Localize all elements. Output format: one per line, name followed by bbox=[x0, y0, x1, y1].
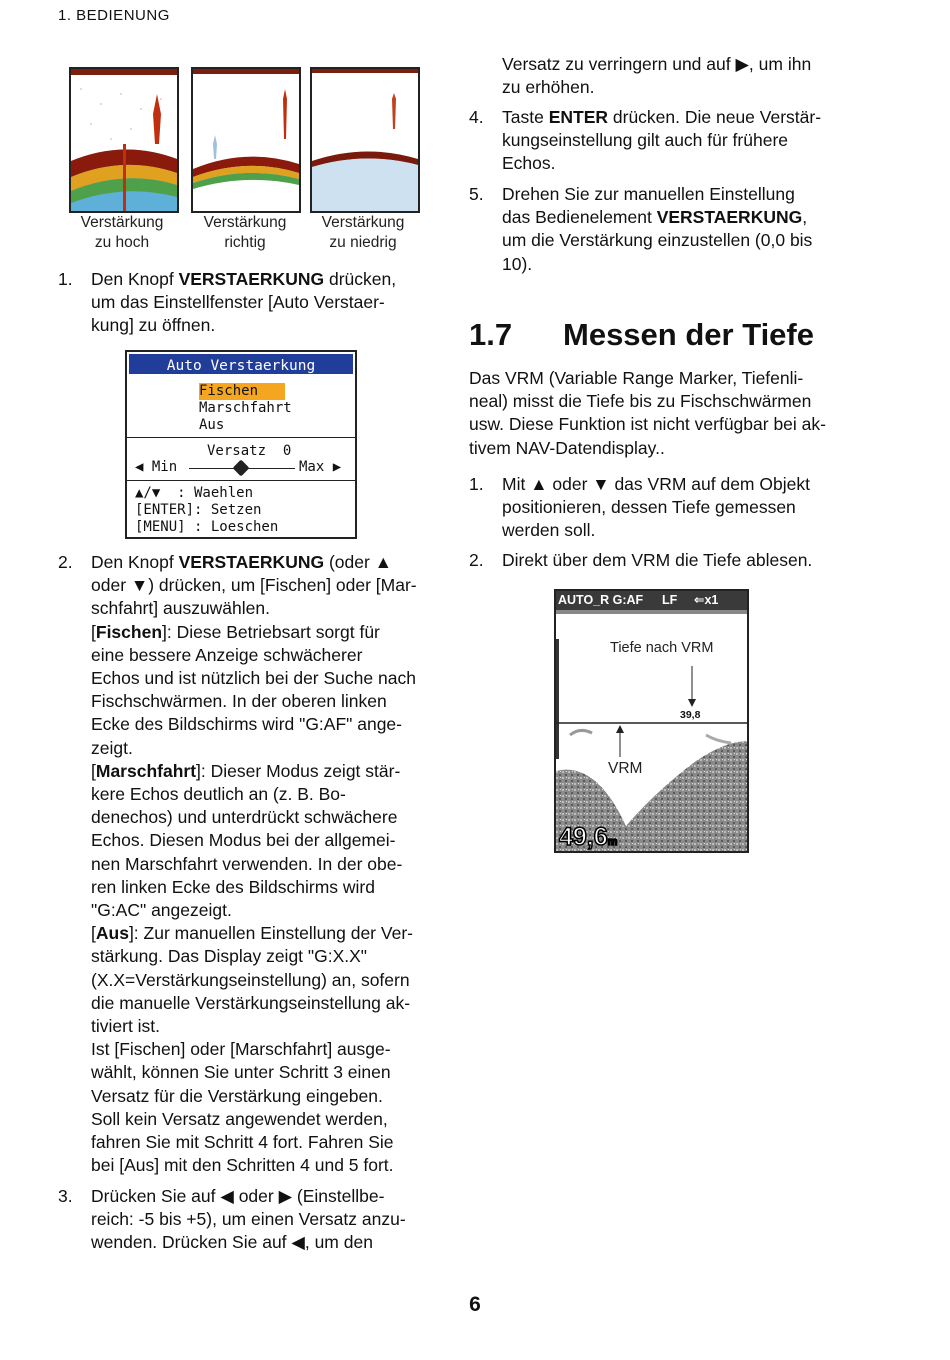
key-hint-enter: [ENTER]: Setzen bbox=[135, 502, 262, 518]
vrm-label: VRM bbox=[608, 760, 643, 777]
vrm-depth-readout: 39,8 bbox=[680, 709, 701, 721]
step-number: 2. bbox=[58, 552, 73, 572]
dialog-title: Auto Verstaerkung bbox=[127, 352, 355, 376]
dialog-option-aus[interactable]: Aus bbox=[199, 417, 225, 433]
section-intro: Das VRM (Variable Range Marker, Tiefenli- neal) misst die Tiefe bis zu Fischschwärmen usw. Diese Funktion ist nicht verfügbar bei ak- tivem NAV-Datendisplay.. bbox=[469, 368, 826, 458]
step3-text: Drücken Sie auf ◀ oder ▶ (Einstellbe- reich: -5 bis +5), um einen Versatz anzu- wenden. Drücken Sie auf ◀, um den bbox=[91, 1186, 406, 1253]
step2-text: Den Knopf VERSTAERKUNG (oder ▲ oder ▼) drücken, um [Fischen] oder [Mar- schfahrt] auszuwählen. [Fischen]: Diese Betriebsart sorgt für eine bessere Anzeige schwächerer Echos und ist nützlich bei der Suche nach Fischschwärmen. In der oberen linken Ecke des Bildschirms wird "G:AF" ange- zeigt. [Marschfahrt]: Dieser Modus zeigt stär- kere Echos deutlich an (z. B. Bo- denechos) und unterdrückt schwächere Echos. Diesen Modus bei der allgemei- nen Marschfahrt verwenden. In der obe- ren linken Ecke des Bildschirms wird "G:AC" angezeigt. [Aus]: Zur manuellen Einstellung der Ver- stärkung. Das Display zeigt "G:X.X" (X.X=Verstärkungseinstellung) an, sofern die manuelle Verstärkungseinstellung ak- tiviert ist. Ist [Fischen] oder [Marschfahrt] ausge- wählt, können Sie unter Schritt 3 einen Versatz für die Verstärkung eingeben. Soll kein Versatz angewendet werden, fahren Sie mit Schritt 4 fort. Fahren Sie bei [Aus] mit den Schritten 4 und 5 fort. bbox=[91, 552, 417, 1176]
sonar-thumbnail-correct bbox=[191, 67, 301, 213]
step-number: 1. bbox=[469, 474, 484, 494]
key-hint-menu: [MENU] : Loeschen bbox=[135, 519, 279, 535]
step4-text: Taste ENTER drücken. Die neue Verstär- kungseinstellung gilt auch für frühere Echos. bbox=[502, 107, 822, 174]
step-number: 2. bbox=[469, 550, 484, 570]
depth-readout: 49,6m bbox=[559, 823, 618, 851]
sonar-thumbnail-high bbox=[69, 67, 179, 213]
depth-vrm-label: Tiefe nach VRM bbox=[610, 640, 714, 656]
thumbnail-caption-correct: Verstärkung richtig bbox=[203, 214, 287, 251]
dialog-divider bbox=[127, 480, 355, 481]
step-number: 3. bbox=[58, 1186, 73, 1206]
offset-max-label[interactable]: Max ▶ bbox=[299, 459, 342, 475]
vrm-step1-text: Mit ▲ oder ▼ das VRM auf dem Objekt positionieren, dessen Tiefe gemessen werden soll. bbox=[502, 474, 810, 541]
sonar-thumbnail-low bbox=[310, 67, 420, 213]
vrm-step2-text: Direkt über dem VRM die Tiefe ablesen. bbox=[502, 550, 813, 570]
thumbnail-caption-high: Verstärkung zu hoch bbox=[80, 214, 164, 251]
status-zoom: ⇐x1 bbox=[694, 593, 719, 607]
thumbnail-caption-low: Verstärkung zu niedrig bbox=[321, 214, 405, 251]
section-number: 1.7 bbox=[469, 317, 513, 352]
step1-text: Den Knopf VERSTAERKUNG drücken, um das Einstellfenster [Auto Verstaer- kung] zu öffnen. bbox=[91, 269, 397, 336]
step3-continued-text: Versatz zu verringern und auf ▶, um ihn zu erhöhen. bbox=[502, 54, 812, 98]
status-mode: AUTO_R G:AF bbox=[558, 593, 644, 607]
step5-text: Drehen Sie zur manuellen Einstellung das Bedienelement VERSTAERKUNG, um die Verstärkung einzustellen (0,0 bis 10). bbox=[502, 184, 813, 274]
page-number: 6 bbox=[469, 1293, 481, 1316]
dialog-divider bbox=[127, 437, 355, 438]
dialog-option-marschfahrt[interactable]: Marschfahrt bbox=[199, 400, 292, 416]
key-hint-select: ▲/▼ : Waehlen bbox=[135, 485, 254, 501]
sonar-echo-graphic bbox=[556, 591, 747, 851]
offset-label: Versatz 0 bbox=[207, 443, 292, 459]
depth-display-screen bbox=[554, 589, 749, 853]
step-number: 4. bbox=[469, 107, 484, 127]
offset-slider-handle[interactable] bbox=[233, 460, 250, 477]
section-title: Messen der Tiefe bbox=[563, 317, 814, 352]
dialog-option-fischen[interactable]: Fischen bbox=[199, 383, 285, 400]
step-number: 1. bbox=[58, 269, 73, 289]
status-frequency: LF bbox=[662, 593, 678, 607]
step-number: 5. bbox=[469, 184, 484, 204]
offset-min-label[interactable]: ◀ Min bbox=[135, 459, 178, 475]
chapter-header: 1. BEDIENUNG bbox=[58, 7, 170, 24]
auto-gain-dialog bbox=[125, 350, 357, 539]
depth-unit: m bbox=[607, 836, 618, 848]
